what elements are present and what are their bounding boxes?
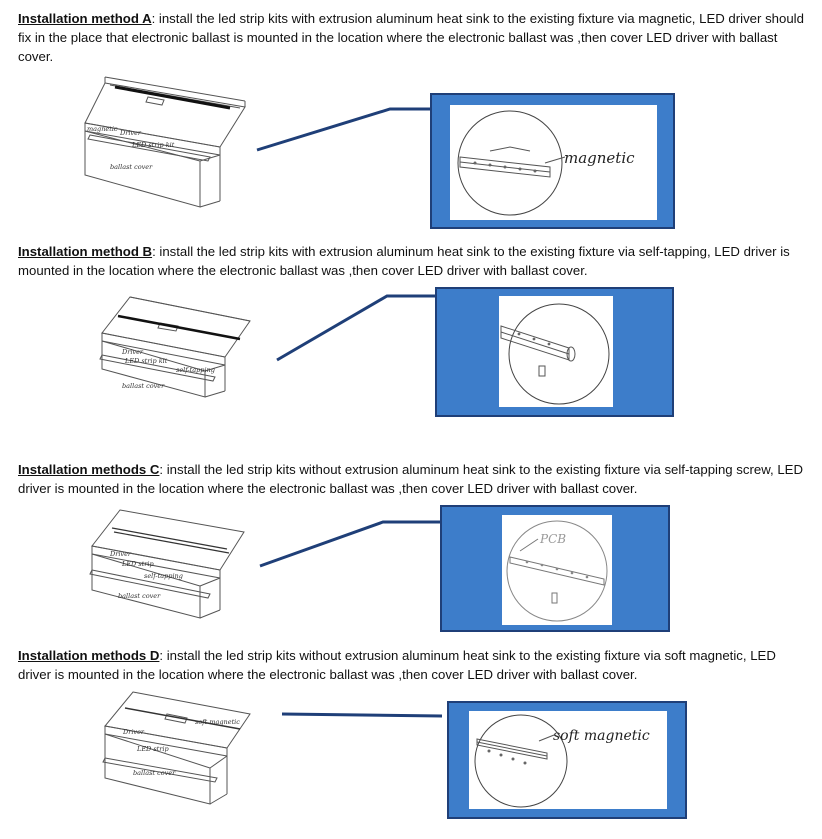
- section-b-detail-image: [499, 296, 613, 407]
- section-a-detail-drawing: [450, 105, 657, 220]
- sketch-d-label-soft-magnetic: soft magnetic: [195, 718, 240, 726]
- sketch-a-label-ballast-cover: ballast cover: [110, 163, 153, 171]
- section-a-title: Installation method A: [18, 11, 152, 26]
- section-d-paragraph: [18, 646, 808, 684]
- section-b-paragraph: [18, 242, 808, 280]
- section-d-title: Installation methods D: [18, 648, 160, 663]
- sketch-a-label-magnetic: magnetic: [87, 125, 118, 133]
- section-a-detail-panel: [430, 93, 675, 229]
- section-c-detail-drawing: [502, 515, 612, 625]
- section-a-paragraph: [18, 9, 808, 66]
- section-c-detail-label: PCB: [540, 532, 567, 546]
- sketch-b-label-ballast-cover: ballast cover: [122, 382, 165, 390]
- section-a-connector: [255, 105, 435, 155]
- section-d-fixture-sketch: [95, 686, 265, 811]
- section-d-detail-label: soft magnetic: [553, 728, 650, 744]
- sketch-d-label-strip: LED strip: [137, 745, 169, 753]
- sketch-d-label-driver: Driver: [123, 728, 145, 736]
- section-b-fixture-sketch: [90, 293, 260, 408]
- section-c-detail-panel: [440, 505, 670, 632]
- section-c-paragraph: [18, 460, 808, 498]
- section-a-fixture-sketch: [80, 75, 250, 210]
- section-b-connector: [275, 290, 440, 365]
- section-b-detail-panel: [435, 287, 674, 417]
- sketch-d-label-ballast-cover: ballast cover: [133, 769, 176, 777]
- sketch-b-label-self-tapping: self-tapping: [176, 366, 215, 374]
- section-c-text: : install the led strip kits without extrusion aluminum heat sink to the existing fixture via self-tapping screw, LED driver is mounted in the location where the electronic ballast was ,then cover LED driver with ballast cover.: [18, 462, 803, 496]
- sketch-c-label-driver: Driver: [110, 550, 132, 558]
- section-b-text: : install the led strip kits with extrusion aluminum heat sink to the existing fixture via self-tapping, LED driver is mounted in the location where the electronic ballast was ,then cover LED driver with ballast cover.: [18, 244, 790, 278]
- section-c-title: Installation methods C: [18, 462, 160, 477]
- sketch-c-label-ballast-cover: ballast cover: [118, 592, 161, 600]
- section-d-detail-image: [469, 711, 667, 809]
- section-d-text: : install the led strip kits without extrusion aluminum heat sink to the existing fixture via soft magnetic, LED driver is mounted in the location where the electronic ballast was ,then cover LED driver with ballast cover.: [18, 648, 776, 682]
- section-d-detail-panel: [447, 701, 687, 819]
- sketch-c-label-strip: LED strip: [122, 560, 154, 568]
- sketch-c-label-self-tapping: self-tapping: [144, 572, 183, 580]
- section-b-title: Installation method B: [18, 244, 153, 259]
- section-c-detail-image: [502, 515, 612, 625]
- sketch-a-label-strip: LED strip kit: [132, 141, 175, 149]
- section-a-detail-label: magnetic: [564, 149, 635, 167]
- section-c-fixture-sketch: [82, 506, 252, 626]
- section-d-detail-drawing: [469, 711, 667, 809]
- section-c-connector: [258, 516, 443, 571]
- sketch-b-label-strip: LED strip kit: [125, 357, 168, 365]
- section-a-detail-image: [450, 105, 657, 220]
- sketch-a-label-driver: Driver: [120, 129, 142, 137]
- sketch-b-label-driver: Driver: [122, 348, 144, 356]
- section-b-detail-drawing: [499, 296, 613, 407]
- section-d-connector: [280, 709, 445, 721]
- section-a-text: : install the led strip kits with extrusion aluminum heat sink to the existing fixture via magnetic, LED driver should fix in the place that electronic ballast is mounted in the location where the electronic ballast was ,then cover LED driver with ballast cover.: [18, 11, 804, 64]
